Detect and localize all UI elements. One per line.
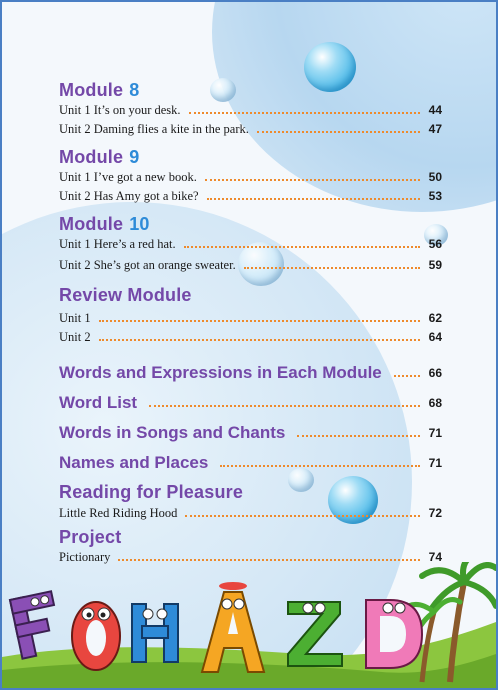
entry-label: Unit 2 Has Amy got a bike? bbox=[59, 188, 199, 203]
toc-entry-major[interactable] bbox=[59, 392, 442, 414]
cartoon-letters-illustration bbox=[2, 562, 496, 688]
entry-label: Names and Places bbox=[59, 453, 209, 472]
page-number: 71 bbox=[428, 456, 442, 470]
leader-dots bbox=[118, 559, 420, 561]
entry-label: Pictionary bbox=[59, 549, 111, 564]
entry-label: Words in Songs and Chants bbox=[59, 423, 286, 442]
toc-entry-major[interactable] bbox=[59, 422, 442, 444]
module-heading: Module 10 bbox=[59, 214, 150, 234]
page-number: 59 bbox=[428, 258, 442, 272]
leader-dots bbox=[394, 375, 420, 377]
page-number: 68 bbox=[428, 396, 442, 410]
page-number: 47 bbox=[428, 122, 442, 136]
entry-label: Little Red Riding Hood bbox=[59, 505, 178, 520]
toc-entry[interactable] bbox=[59, 168, 442, 186]
toc-entry-major[interactable] bbox=[59, 362, 442, 384]
toc-entry-major[interactable] bbox=[59, 452, 442, 474]
leader-dots bbox=[257, 131, 420, 133]
toc-entry[interactable] bbox=[59, 309, 442, 327]
entry-label: Unit 1 bbox=[59, 310, 91, 325]
entry-label: Unit 2 Daming flies a kite in the park. bbox=[59, 121, 249, 136]
entry-label: Unit 1 It’s on your desk. bbox=[59, 102, 181, 117]
leader-dots bbox=[149, 405, 420, 407]
module-heading: Module 8 bbox=[59, 80, 140, 100]
page-number: 72 bbox=[428, 506, 442, 520]
leader-dots bbox=[189, 112, 420, 114]
bubble-icon bbox=[210, 78, 236, 102]
leader-dots bbox=[205, 179, 420, 181]
entry-label: Words and Expressions in Each Module bbox=[59, 363, 382, 382]
toc-entry[interactable] bbox=[59, 101, 442, 119]
page-number: 74 bbox=[428, 550, 442, 564]
toc-entry[interactable] bbox=[59, 187, 442, 205]
page-number: 56 bbox=[428, 237, 442, 251]
entry-label: Word List bbox=[59, 393, 138, 412]
page-number: 53 bbox=[428, 189, 442, 203]
leader-dots bbox=[184, 246, 420, 248]
toc-entry[interactable] bbox=[59, 256, 442, 274]
toc-entry[interactable] bbox=[59, 120, 442, 138]
leader-dots bbox=[185, 515, 420, 517]
page-number: 50 bbox=[428, 170, 442, 184]
leader-dots bbox=[220, 465, 420, 467]
page-number: 71 bbox=[428, 426, 442, 440]
page-number: 44 bbox=[428, 103, 442, 117]
toc-entry[interactable] bbox=[59, 328, 442, 346]
section-heading: Project bbox=[59, 527, 122, 547]
leader-dots bbox=[207, 198, 420, 200]
module-heading: Review Module bbox=[59, 285, 192, 305]
bubble-icon bbox=[304, 42, 356, 92]
page-number: 64 bbox=[428, 330, 442, 344]
leader-dots bbox=[244, 267, 420, 269]
toc-entry[interactable] bbox=[59, 235, 442, 253]
toc-entry[interactable] bbox=[59, 504, 442, 522]
module-heading: Module 9 bbox=[59, 147, 140, 167]
leader-dots bbox=[99, 339, 420, 341]
section-heading: Reading for Pleasure bbox=[59, 482, 244, 502]
page-number: 66 bbox=[428, 366, 442, 380]
entry-label: Unit 1 I’ve got a new book. bbox=[59, 169, 197, 184]
page-number: 62 bbox=[428, 311, 442, 325]
entry-label: Unit 2 She’s got an orange sweater. bbox=[59, 257, 236, 272]
entry-label: Unit 2 bbox=[59, 329, 91, 344]
entry-label: Unit 1 Here’s a red hat. bbox=[59, 236, 176, 251]
leader-dots bbox=[99, 320, 420, 322]
leader-dots bbox=[297, 435, 420, 437]
